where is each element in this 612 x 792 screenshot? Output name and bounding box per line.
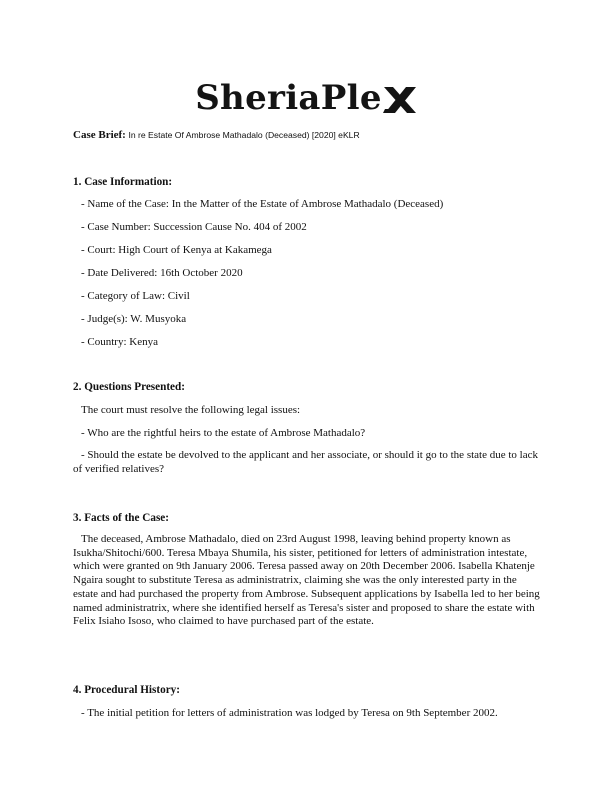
procedural-item: - The initial petition for letters of administration was lodged by Teresa on 9th September 2002. — [81, 707, 498, 719]
question-item: - Should the estate be devolved to the applicant and her associate, or should it go to the state due to lack of verified relatives? — [73, 449, 538, 475]
case-info-item: - Name of the Case: In the Matter of the Estate of Ambrose Mathadalo (Deceased) — [81, 198, 444, 210]
case-info-item: - Court: High Court of Kenya at Kakamega — [81, 244, 272, 256]
section-heading-case-information: 1. Case Information: — [73, 176, 173, 188]
section-heading-facts: 3. Facts of the Case: — [73, 512, 170, 524]
case-brief-label: Case Brief: — [73, 129, 126, 141]
question-item: - Who are the rightful heirs to the estate of Ambrose Mathadalo? — [81, 427, 366, 439]
questions-intro: The court must resolve the following legal issues: — [81, 404, 301, 416]
case-info-item: - Judge(s): W. Musyoka — [81, 313, 187, 325]
case-info-item: - Case Number: Succession Cause No. 404 of 2002 — [81, 221, 307, 233]
sheriaplex-logo — [0, 76, 612, 126]
case-brief-title: In re Estate Of Ambrose Mathadalo (Deceased) [2020] eKLR — [128, 130, 360, 140]
facts-paragraph: The deceased, Ambrose Mathadalo, died on 23rd August 1998, leaving behind property known as Isukha/Shitochi/600. Teresa Mbaya Shumila, his sister, petitioned for letters of administration intestate, which were granted on 9th January 2006. Teresa passed away on 20th December 2006. Isabella Khatenje Ngaira sought to substitute Teresa as administratrix, claiming she was the only interested party in the estate and had purchased the property from Ambrose. Subsequent applications by Isabella led to her being named administratrix, where she identified herself as Teresa's sister and proposed to share the estate with Felix Isiaho Isoso, who claimed to have purchased part of the estate. — [73, 533, 540, 628]
case-info-item: - Category of Law: Civil — [81, 290, 190, 302]
section-heading-procedural-history: 4. Procedural History: — [73, 684, 180, 696]
x-mark-icon — [383, 82, 417, 126]
section-heading-questions-presented: 2. Questions Presented: — [73, 381, 185, 393]
logo-text: SheriaPle — [195, 78, 382, 118]
case-info-item: - Country: Kenya — [81, 336, 158, 348]
case-brief-line — [73, 128, 360, 143]
case-info-item: - Date Delivered: 16th October 2020 — [81, 267, 243, 279]
